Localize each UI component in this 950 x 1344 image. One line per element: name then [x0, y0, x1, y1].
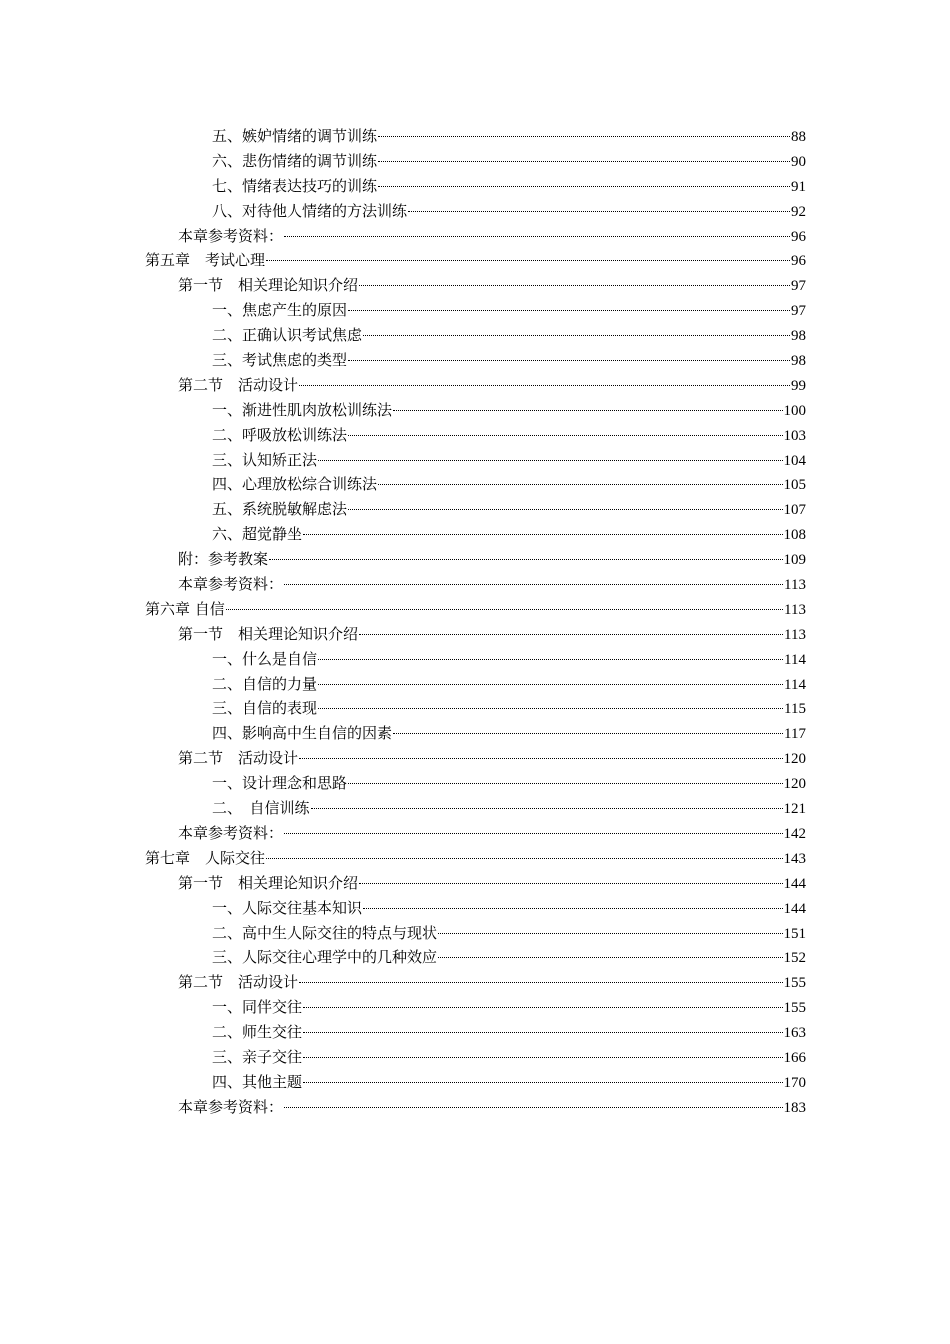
toc-page-number: 155 [783, 1000, 806, 1017]
dot-leader [303, 1031, 782, 1033]
toc-section-entry[interactable] [145, 970, 806, 995]
toc-subsection-entry[interactable] [145, 647, 806, 672]
toc-page-number: 113 [784, 626, 806, 643]
toc-subsection-entry[interactable] [145, 896, 806, 921]
toc-page-number: 120 [783, 751, 806, 768]
dot-leader [408, 210, 790, 212]
toc-page-number: 144 [783, 900, 806, 917]
toc-page-number: 92 [791, 203, 806, 220]
toc-entry-title: 一、人际交往基本知识 [212, 898, 363, 917]
toc-subsection-entry[interactable] [145, 448, 806, 473]
dot-leader [269, 558, 782, 560]
dot-leader [359, 284, 790, 286]
toc-subsection-entry[interactable] [145, 423, 806, 448]
dot-leader [348, 782, 782, 784]
toc-page-number: 97 [791, 303, 806, 320]
toc-subsection-entry[interactable] [145, 995, 806, 1020]
toc-page-number: 163 [783, 1025, 806, 1042]
dot-leader [284, 1106, 782, 1108]
dot-leader [348, 434, 782, 436]
toc-subsection-entry[interactable] [145, 672, 806, 697]
toc-entry-title: 一、同伴交往 [212, 998, 303, 1017]
toc-page-number: 152 [783, 950, 806, 967]
dot-leader [378, 135, 790, 137]
toc-entry-title: 第二节 活动设计 [178, 973, 299, 992]
toc-entry-title: 一、渐进性肌肉放松训练法 [212, 400, 393, 419]
toc-page-number: 91 [791, 178, 806, 195]
toc-subsection-entry[interactable] [145, 945, 806, 970]
toc-page-number: 109 [783, 552, 806, 569]
toc-page-number: 155 [783, 975, 806, 992]
toc-entry-title: 四、其他主题 [212, 1072, 303, 1091]
toc-chapter-entry[interactable] [145, 846, 806, 871]
toc-section-entry[interactable] [145, 273, 806, 298]
dot-leader [363, 907, 782, 909]
toc-entry-title: 第一节 相关理论知识介绍 [178, 624, 359, 643]
toc-page-number: 114 [784, 676, 806, 693]
dot-leader [438, 956, 782, 958]
toc-entry-title: 四、心理放松综合训练法 [212, 475, 378, 494]
toc-section-entry[interactable] [145, 871, 806, 896]
toc-entry-title: 第二节 活动设计 [178, 375, 299, 394]
toc-entry-title: 三、亲子交往 [212, 1047, 303, 1066]
toc-subsection-entry[interactable] [145, 1020, 806, 1045]
toc-page-number: 113 [784, 601, 806, 618]
dot-leader [393, 409, 782, 411]
toc-page-number: 113 [784, 577, 806, 594]
toc-section-entry[interactable] [145, 572, 806, 597]
toc-entry-title: 五、系统脱敏解虑法 [212, 500, 348, 519]
toc-subsection-entry[interactable] [145, 124, 806, 149]
toc-page-number: 96 [791, 253, 806, 270]
dot-leader [284, 832, 782, 834]
toc-entry-title: 六、超觉静坐 [212, 525, 303, 544]
dot-leader [284, 235, 790, 237]
toc-page-number: 114 [784, 651, 806, 668]
toc-entry-title: 三、认知矫正法 [212, 450, 318, 469]
toc-section-entry[interactable] [145, 547, 806, 572]
toc-subsection-entry[interactable] [145, 174, 806, 199]
toc-entry-title: 第七章 人际交往 [145, 848, 266, 867]
dot-leader [303, 1081, 782, 1083]
toc-entry-title: 六、悲伤情绪的调节训练 [212, 151, 378, 170]
toc-page-number: 107 [783, 502, 806, 519]
toc-entry-title: 二、 自信训练 [212, 799, 310, 818]
toc-page-number: 117 [784, 726, 806, 743]
toc-entry-title: 一、什么是自信 [212, 649, 318, 668]
toc-subsection-entry[interactable] [145, 398, 806, 423]
dot-leader [311, 807, 783, 809]
toc-subsection-entry[interactable] [145, 472, 806, 497]
dot-leader [266, 259, 790, 261]
toc-chapter-entry[interactable] [145, 597, 806, 622]
toc-section-entry[interactable] [145, 224, 806, 249]
toc-entry-title: 第五章 考试心理 [145, 251, 266, 270]
dot-leader [303, 1056, 782, 1058]
table-of-contents [145, 124, 806, 1120]
toc-entry-title: 本章参考资料： [178, 575, 284, 594]
toc-page-number: 90 [791, 153, 806, 170]
toc-entry-title: 附：参考教案 [178, 550, 269, 569]
toc-subsection-entry[interactable] [145, 497, 806, 522]
toc-subsection-entry[interactable] [145, 323, 806, 348]
toc-page-number: 104 [783, 452, 806, 469]
toc-page-number: 97 [791, 278, 806, 295]
dot-leader [299, 757, 782, 759]
dot-leader [378, 160, 790, 162]
toc-subsection-entry[interactable] [145, 696, 806, 721]
toc-entry-title: 一、设计理念和思路 [212, 774, 348, 793]
toc-page-number: 88 [791, 129, 806, 145]
toc-entry-title: 八、对待他人情绪的方法训练 [212, 201, 408, 220]
toc-entry-title: 三、考试焦虑的类型 [212, 351, 348, 370]
toc-section-entry[interactable] [145, 746, 806, 771]
dot-leader [318, 459, 782, 461]
toc-subsection-entry[interactable] [145, 1045, 806, 1070]
toc-entry-title: 二、高中生人际交往的特点与现状 [212, 923, 438, 942]
toc-page-number: 103 [783, 427, 806, 444]
toc-page-number: 170 [783, 1074, 806, 1091]
toc-subsection-entry[interactable] [145, 721, 806, 746]
toc-subsection-entry[interactable] [145, 199, 806, 224]
toc-page-number: 120 [783, 776, 806, 793]
toc-section-entry[interactable] [145, 622, 806, 647]
dot-leader [299, 384, 790, 386]
toc-page-number: 100 [783, 402, 806, 419]
toc-page-number: 108 [783, 527, 806, 544]
toc-entry-title: 第二节 活动设计 [178, 749, 299, 768]
toc-entry-title: 二、正确认识考试焦虑 [212, 326, 363, 345]
toc-subsection-entry[interactable] [145, 771, 806, 796]
dot-leader [284, 583, 783, 585]
toc-page-number: 96 [791, 228, 806, 245]
toc-entry-title: 七、情绪表达技巧的训练 [212, 176, 378, 195]
toc-entry-title: 二、自信的力量 [212, 674, 318, 693]
toc-subsection-entry[interactable] [145, 921, 806, 946]
dot-leader [378, 185, 790, 187]
toc-entry-title: 二、呼吸放松训练法 [212, 425, 348, 444]
toc-entry-title: 本章参考资料： [178, 1097, 284, 1116]
toc-page-number: 121 [783, 801, 806, 818]
dot-leader [359, 882, 782, 884]
toc-entry-title: 第一节 相关理论知识介绍 [178, 276, 359, 295]
toc-page-number: 151 [783, 925, 806, 942]
dot-leader [303, 533, 782, 535]
dot-leader [299, 981, 782, 983]
toc-page-number: 142 [783, 825, 806, 842]
toc-page-number: 98 [791, 353, 806, 370]
toc-section-entry[interactable] [145, 373, 806, 398]
toc-page-number: 183 [783, 1099, 806, 1116]
dot-leader [378, 483, 782, 485]
toc-page-number: 143 [783, 850, 806, 867]
dot-leader [318, 683, 783, 685]
dot-leader [363, 334, 790, 336]
toc-entry-title: 三、人际交往心理学中的几种效应 [212, 948, 438, 967]
toc-entry-title: 三、自信的表现 [212, 699, 318, 718]
toc-entry-title: 一、焦虑产生的原因 [212, 301, 348, 320]
toc-page-number: 144 [783, 875, 806, 892]
toc-page-number: 105 [783, 477, 806, 494]
toc-section-entry[interactable] [145, 1095, 806, 1120]
dot-leader [359, 633, 783, 635]
toc-entry-title: 本章参考资料： [178, 823, 284, 842]
toc-subsection-entry[interactable] [145, 522, 806, 547]
toc-page-number: 166 [783, 1049, 806, 1066]
toc-section-entry[interactable] [145, 821, 806, 846]
dot-leader [393, 732, 783, 734]
toc-entry-title: 第一节 相关理论知识介绍 [178, 873, 359, 892]
dot-leader [438, 932, 782, 934]
dot-leader [318, 707, 783, 709]
toc-page-number: 115 [784, 701, 806, 718]
dot-leader [318, 658, 783, 660]
toc-entry-title: 本章参考资料： [178, 226, 284, 245]
dot-leader [348, 359, 790, 361]
dot-leader [266, 857, 782, 859]
dot-leader [303, 1006, 782, 1008]
toc-subsection-entry[interactable] [145, 298, 806, 323]
toc-entry-title: 五、嫉妒情绪的调节训练 [212, 127, 378, 145]
dot-leader [226, 608, 783, 610]
dot-leader [348, 309, 790, 311]
toc-subsection-entry[interactable] [145, 348, 806, 373]
dot-leader [348, 508, 782, 510]
toc-entry-title: 四、影响高中生自信的因素 [212, 724, 393, 743]
toc-chapter-entry[interactable] [145, 248, 806, 273]
toc-subsection-entry[interactable] [145, 796, 806, 821]
toc-page-number: 99 [791, 377, 806, 394]
toc-entry-title: 二、师生交往 [212, 1023, 303, 1042]
toc-subsection-entry[interactable] [145, 149, 806, 174]
toc-page-number: 98 [791, 328, 806, 345]
toc-subsection-entry[interactable] [145, 1070, 806, 1095]
toc-entry-title: 第六章 自信 [145, 599, 225, 618]
